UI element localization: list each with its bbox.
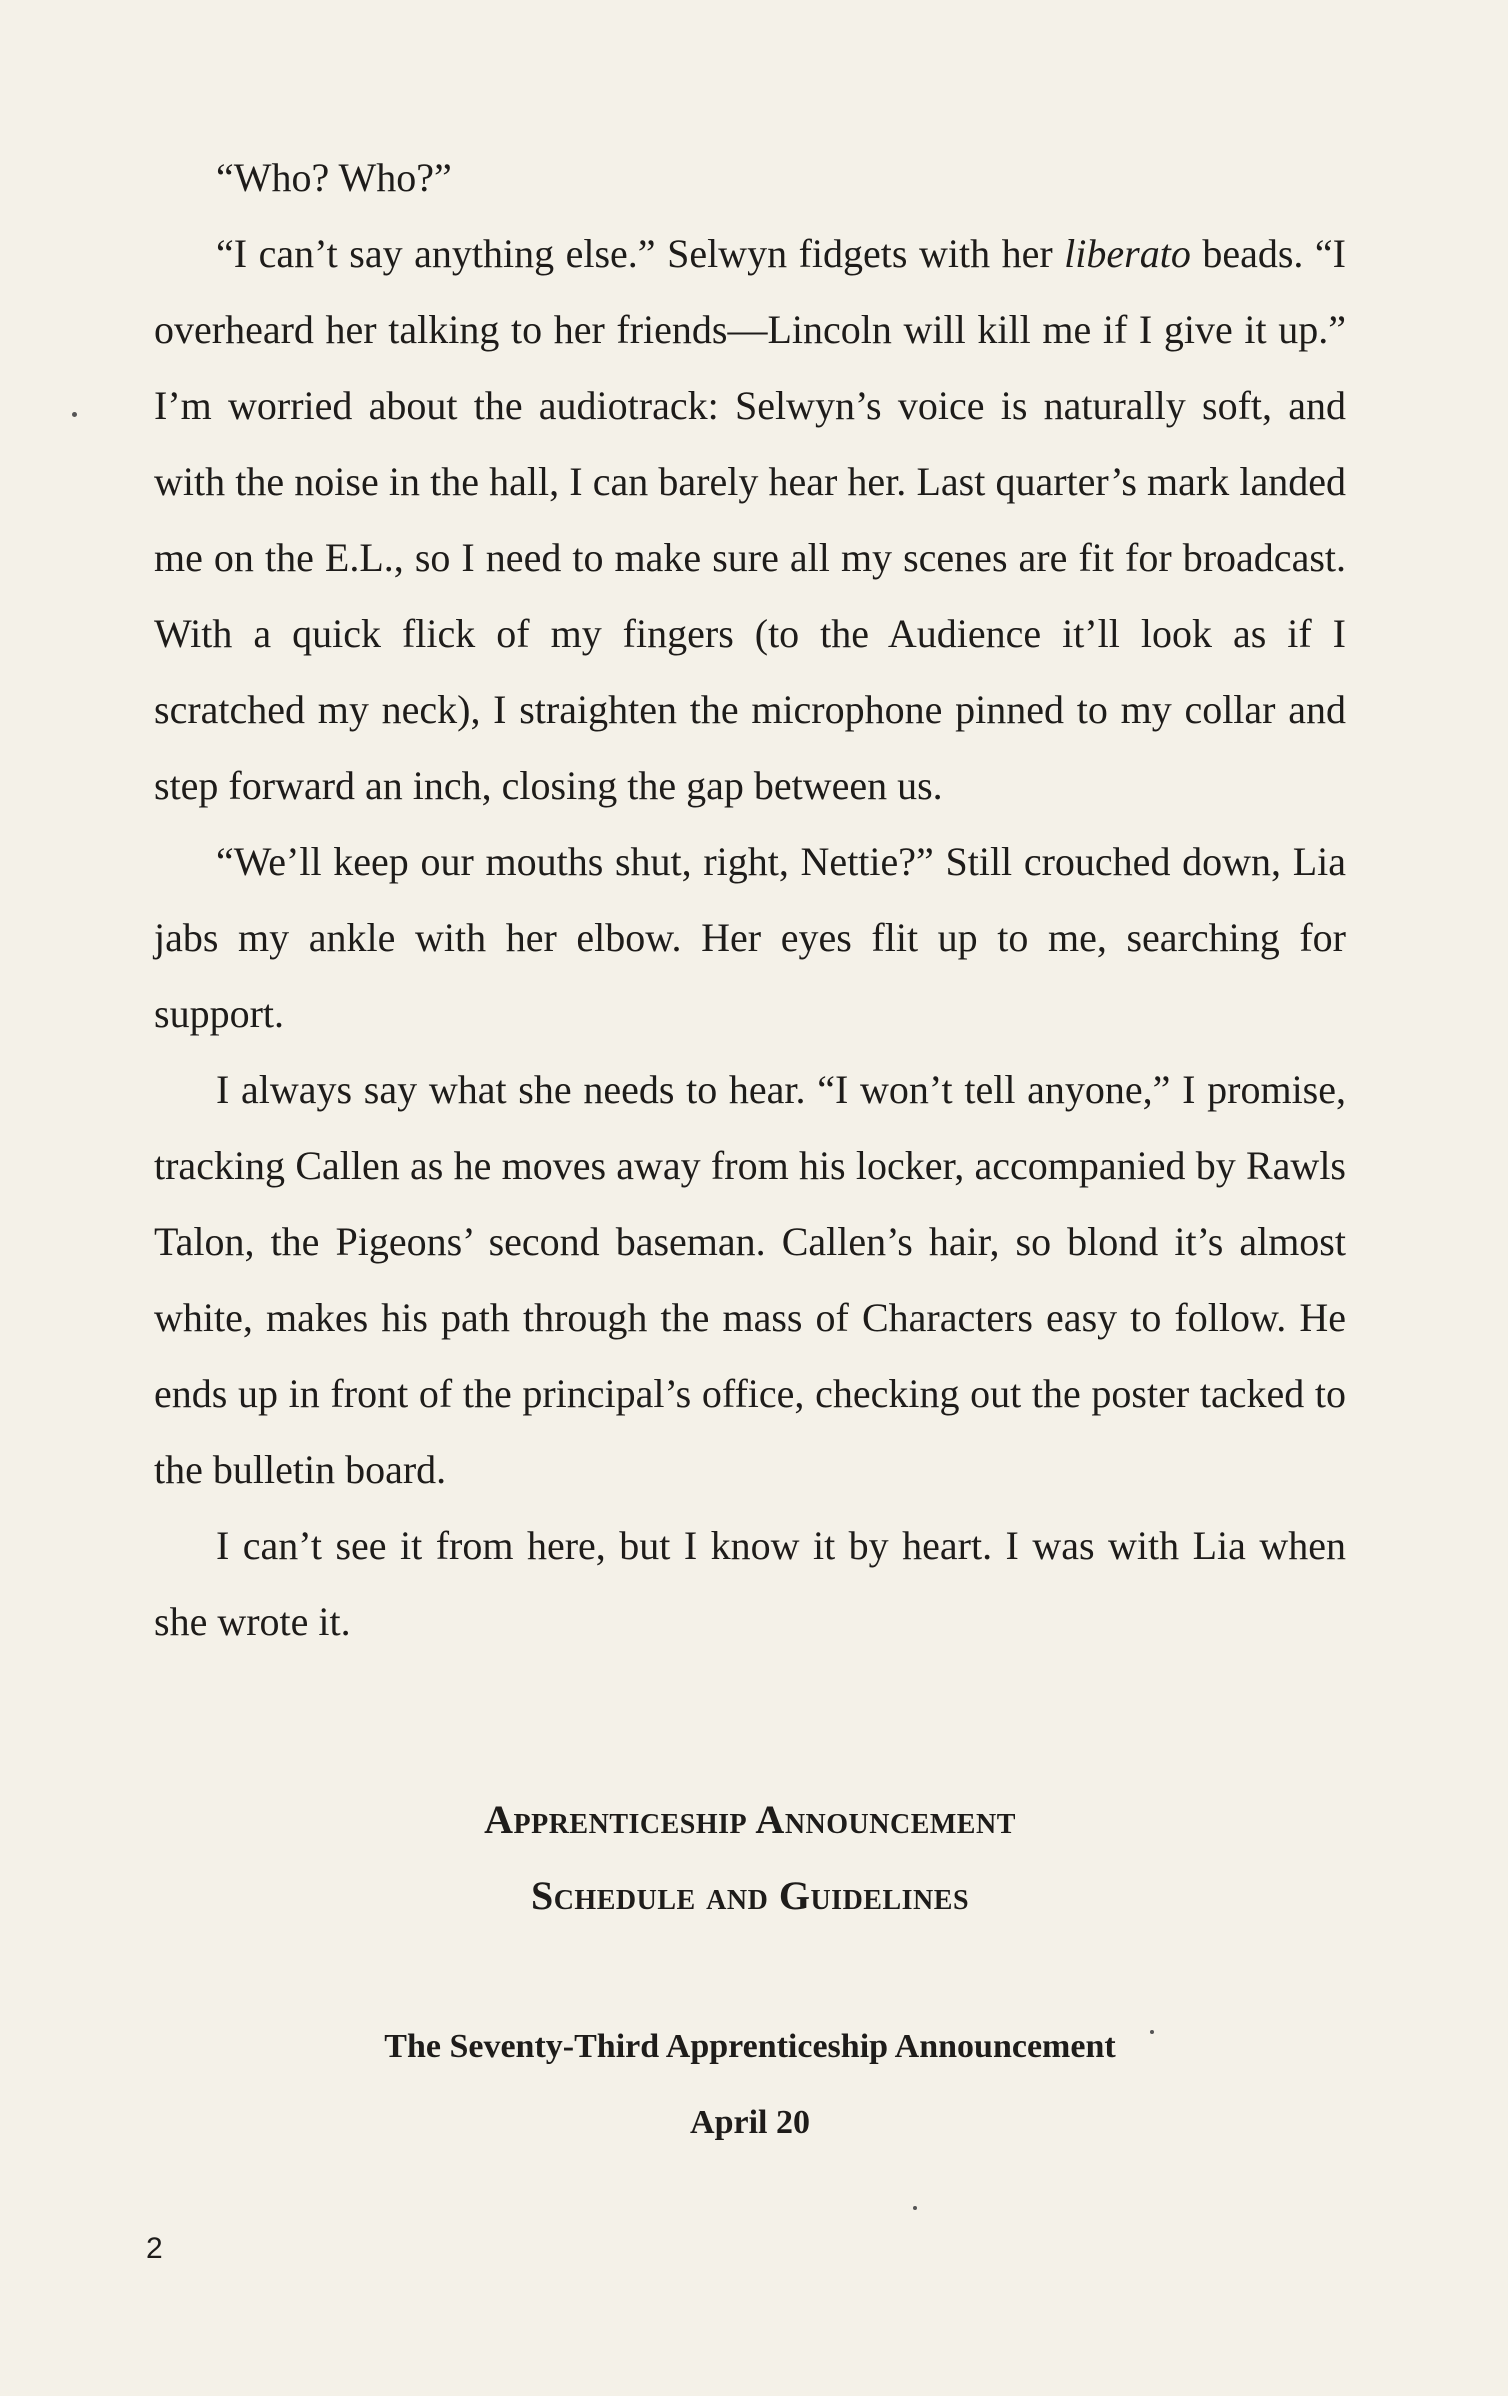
announcement-heading: Apprenticeship Announcement xyxy=(484,1797,1016,1842)
announcement-date: April 20 xyxy=(690,2104,810,2141)
body-text xyxy=(154,140,1346,1660)
paper-speck xyxy=(1150,2030,1154,2034)
paragraph-2 xyxy=(154,216,1346,824)
paragraph-4: I always say what she needs to hear. “I won’t tell anyone,” I promise, tracking Callen as he moves away from his locker, accompanied by Rawls Talon, the Pigeons’ second baseman. Callen’s hair, so blond it’s almost white, makes his path through the mass of Characters easy to follow. He ends up in front of the principal’s office, checking out the poster tacked to the bulletin board. xyxy=(154,1067,1346,1492)
paragraph-5: I can’t see it from here, but I know it by heart. I was with Lia when she wrote it. xyxy=(154,1523,1346,1644)
paragraph-1: “Who? Who?” xyxy=(216,155,452,200)
paragraph-2-rest: beads. “I overheard her talking to her friends—Lincoln will kill me if I give it up.” I’m worried about the audiotrack: Selwyn’s voice is naturally soft, and with the noise in the hall, I can barely hear her. Last quarter’s mark landed me on the E.L., so I need to make sure all my scenes are fit for broadcast. With a quick flick of my fingers (to the Audience it’ll look as if I scratched my neck), I straighten the microphone pinned to my collar and step forward an inch, closing the gap between us. xyxy=(154,231,1346,808)
italic-word: liberato xyxy=(1064,231,1191,276)
paper-speck xyxy=(913,2206,917,2210)
announcement-subheading: Schedule and Guidelines xyxy=(530,1873,970,1918)
paragraph-3: “We’ll keep our mouths shut, right, Nettie?” Still crouched down, Lia jabs my ankle with her elbow. Her eyes flit up to me, searching for support. xyxy=(154,839,1346,1036)
announcement-title: The Seventy-Third Apprenticeship Announcement xyxy=(384,2028,1116,2065)
paper-speck xyxy=(72,412,77,417)
page-number: 2 xyxy=(146,2232,163,2265)
paragraph-2-start: “I can’t say anything else.” Selwyn fidgets with her xyxy=(216,231,1065,276)
